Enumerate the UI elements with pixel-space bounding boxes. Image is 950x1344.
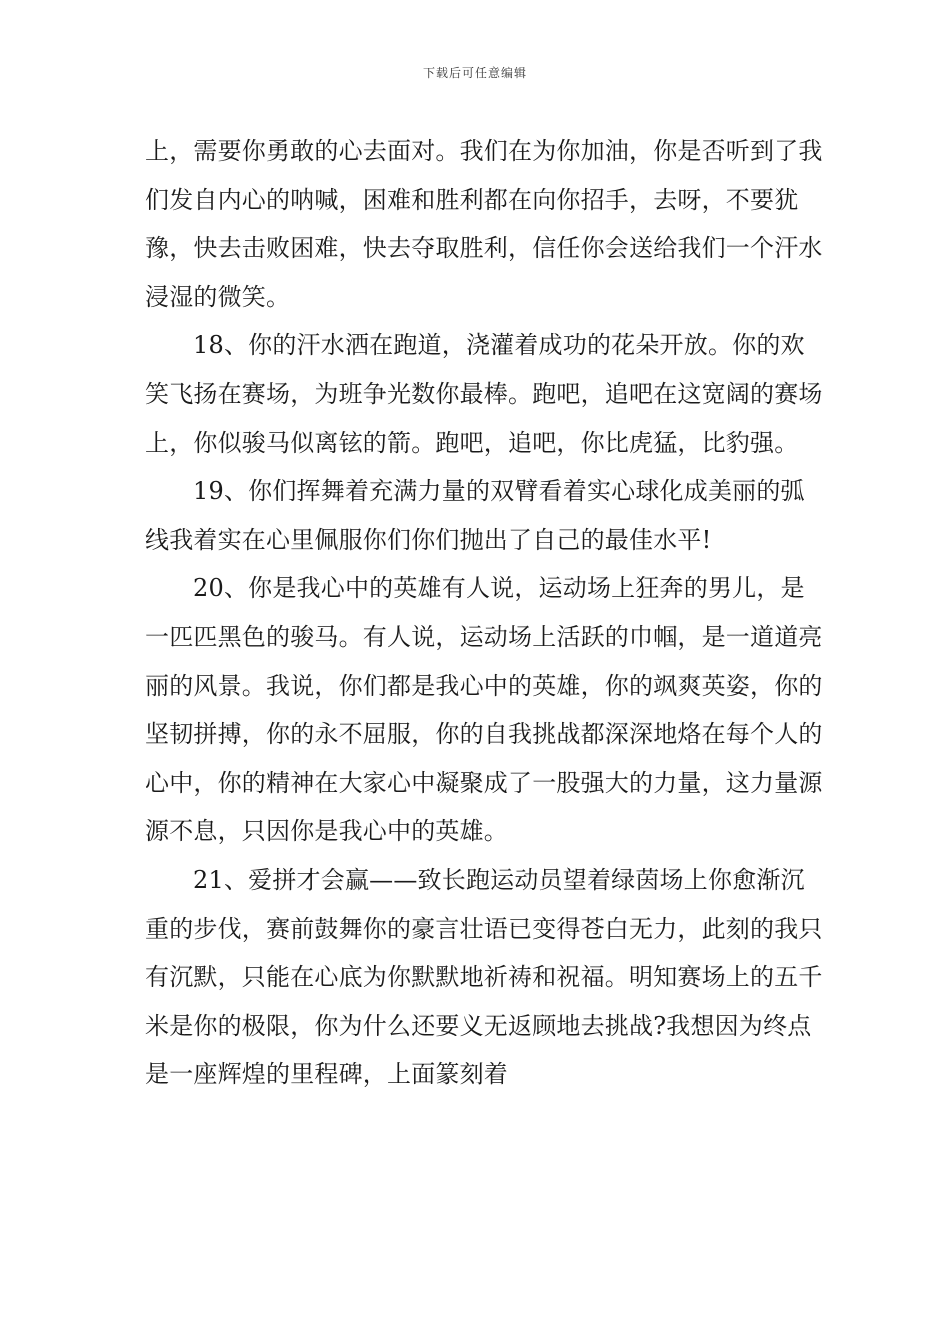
document-body <box>145 127 825 1099</box>
paragraph-continuation: 上，需要你勇敢的心去面对。我们在为你加油，你是否听到了我们发自内心的呐喊，困难和胜利都在向你招手，去呀，不要犹豫，快去击败困难，快去夺取胜利，信任你会送给我们一个汗水浸湿的微笑。 <box>145 137 823 311</box>
paragraph-19: 19、你们挥舞着充满力量的双臂看着实心球化成美丽的弧线我着实在心里佩服你们你们抛出了自己的最佳水平! <box>145 477 805 554</box>
paragraph-18: 18、你的汗水洒在跑道，浇灌着成功的花朵开放。你的欢笑飞扬在赛场，为班争光数你最棒。跑吧，追吧在这宽阔的赛场上，你似骏马似离铉的箭。跑吧，追吧，你比虎猛，比豹强。 <box>145 331 823 457</box>
page-header: 下载后可任意编辑 <box>422 66 527 80</box>
paragraph-20: 20、你是我心中的英雄有人说，运动场上狂奔的男儿，是一匹匹黑色的骏马。有人说，运动场上活跃的巾帼，是一道道亮丽的风景。我说，你们都是我心中的英雄，你的飒爽英姿，你的坚韧拼搏，你的永不屈服，你的自我挑战都深深地烙在每个人的心中，你的精神在大家心中凝聚成了一股强大的力量，这力量源源不息，只因你是我心中的英雄。 <box>145 574 823 846</box>
paragraph-21: 21、爱拼才会赢——致长跑运动员望着绿茵场上你愈渐沉重的步伐，赛前鼓舞你的豪言壮语已变得苍白无力，此刻的我只有沉默，只能在心底为你默默地祈祷和祝福。明知赛场上的五千米是你的极限，你为什么还要义无返顾地去挑战?我想因为终点是一座辉煌的里程碑，上面篆刻着 <box>145 865 823 1089</box>
